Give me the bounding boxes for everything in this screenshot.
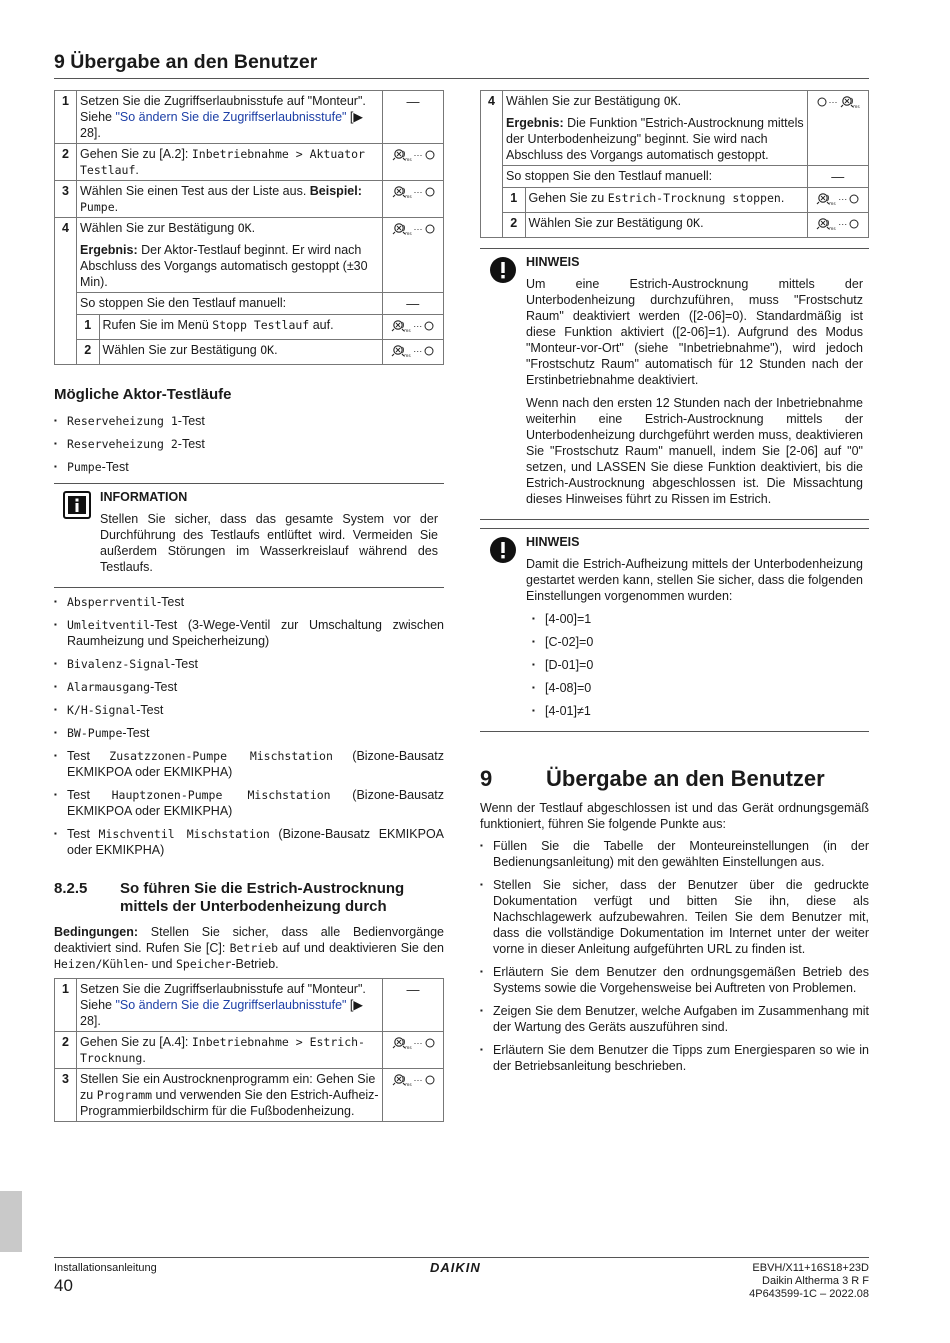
notice-box-settings xyxy=(480,528,869,732)
step-icon-cell xyxy=(382,293,443,315)
list-item: ▪ Stellen Sie sicher, dass der Benutzer über die gedruckte Dokumentation verfügt und bitten Sie ihn, diese als Nachschlagewerk aufzubewahren. Teilen Sie dem Benutzer mit, dass die vollständige Dokumentation im Internet unter der weiter vorne in dieser Anleitung aufgeführten URL zu finden ist. xyxy=(480,877,869,957)
access-level-link[interactable]: "So ändern Sie die Zugriffserlaubnisstufe" xyxy=(115,110,347,124)
dash-icon: — xyxy=(406,982,420,997)
footer-model: EBVH/X11+16S18+23D xyxy=(752,1262,869,1274)
controller-dial-icon xyxy=(392,148,412,162)
exclamation-icon xyxy=(489,256,517,284)
table-row xyxy=(55,218,444,293)
list-item: ▪ [D-01]=0 xyxy=(532,657,863,673)
table-row xyxy=(55,1032,444,1069)
substep-number: 1 xyxy=(77,315,99,340)
subsection-number: 8.2.5 xyxy=(54,880,88,897)
list-item: ▪ Test Hauptzonen-Pumpe Mischstation (Bizone-Bausatz EKMIKPOA oder EKMIKPHA) xyxy=(54,787,444,819)
stop-subtable-cell xyxy=(503,166,869,238)
controller-dial-icon xyxy=(392,1073,412,1087)
table-row xyxy=(55,979,444,1032)
controller-dial-icon xyxy=(391,344,411,358)
steps-table-screed-continued xyxy=(480,90,869,238)
confirm-circle-icon xyxy=(817,97,827,107)
confirm-circle-icon xyxy=(849,194,859,204)
controller-dial-icon xyxy=(816,217,836,231)
stop-subtable xyxy=(503,166,868,237)
chapter-tab-marker xyxy=(0,1191,22,1252)
list-item: ▪ BW-Pumpe-Test xyxy=(54,725,444,741)
actuator-test-list-2 xyxy=(54,594,444,858)
controller-dial-icon xyxy=(392,185,412,199)
step-text: Gehen Sie zu [A.2]: Inbetriebnahme > Aktuator Testlauf. xyxy=(77,144,383,181)
step-number: 3 xyxy=(55,181,77,218)
information-title: INFORMATION xyxy=(100,490,188,504)
confirm-circle-icon xyxy=(849,219,859,229)
step-icon-cell xyxy=(383,979,444,1032)
substep-text: Wählen Sie zur Bestätigung OK. xyxy=(525,213,807,238)
step-icon-cell xyxy=(383,91,444,144)
substep-text: Rufen Sie im Menü Stopp Testlauf auf. xyxy=(99,315,382,340)
confirm-circle-icon xyxy=(425,187,435,197)
table-row xyxy=(55,91,444,144)
step-number: 1 xyxy=(55,979,77,1032)
daikin-logo: DAIKIN xyxy=(430,1260,481,1275)
page-number: 40 xyxy=(54,1276,73,1295)
chapter-number: 9 xyxy=(480,766,493,791)
list-item: ▪ K/H-Signal-Test xyxy=(54,702,444,718)
step-text: Setzen Sie die Zugriffserlaubnisstufe auf "Monteur". Siehe "So ändern Sie die Zugriffserlaubnisstufe" [▶ 28]. xyxy=(77,979,383,1032)
substep-number: 1 xyxy=(503,188,525,213)
controller-dial-icon xyxy=(840,95,860,109)
confirm-circle-icon xyxy=(424,321,434,331)
list-item: ▪ [4-08]=0 xyxy=(532,680,863,696)
list-item: ▪ Pumpe-Test xyxy=(54,459,444,475)
settings-list xyxy=(532,611,863,719)
left-column xyxy=(54,90,444,1122)
stop-subtable xyxy=(77,293,443,364)
section-title: Mögliche Aktor-Testläufe xyxy=(54,386,232,403)
steps-table-actuator xyxy=(54,90,444,365)
list-item: ▪ Füllen Sie die Tabelle der Monteureinstellungen (in der Bedienungsanleitung) mit den gewählten Einstellungen aus. xyxy=(480,838,869,870)
subsection-heading xyxy=(54,880,444,916)
list-item: ▪ [4-01]≠1 xyxy=(532,703,863,719)
step-text: Wählen Sie zur Bestätigung OK. Ergebnis: Die Funktion "Estrich-Austrocknung mittels der Unterbodenheizung" beginnt. Sie wird nach Abschluss des Vorgangs automatisch gestoppt. xyxy=(503,91,808,166)
substep-number: 2 xyxy=(77,340,99,365)
exclamation-icon xyxy=(489,536,517,564)
footer-product: Daikin Altherma 3 R F xyxy=(762,1275,869,1287)
conditions-text: Bedingungen: Stellen Sie sicher, dass alle Bedienvorgänge deaktiviert sind. Rufen Sie [C]: Betrieb auf und deaktivieren Sie den Heizen/Kühlen- und Speicher-Betrieb. xyxy=(54,925,444,971)
controller-dial-icon xyxy=(392,222,412,236)
information-box xyxy=(54,483,444,588)
step-number: 1 xyxy=(55,91,77,144)
notice-paragraph: Um eine Estrich-Austrocknung mittels der Unterbodenheizung durchzuführen, muss "Frostschutz Raum" deaktiviert werden ([2-06]=0). Standardmäßig ist diese Funktion aktiviert ([2-06]=1). Aufgrund des Modus "Monteur-vor-Ort" (siehe "Inbetriebnahme"), wird jedoch "Frostschutz Raum" automatisch für 12 Stunden nach der Erstinbetriebnahme deaktiviert. xyxy=(526,277,863,387)
dash-icon: — xyxy=(831,169,845,184)
actuator-test-list xyxy=(54,413,444,475)
dash-icon: — xyxy=(406,94,420,109)
step-icon-cell: ··· xyxy=(807,213,868,238)
step-icon-cell: ··· xyxy=(383,181,444,218)
access-level-link[interactable]: "So ändern Sie die Zugriffserlaubnisstufe" xyxy=(115,998,347,1012)
list-item: ▪ Absperrventil-Test xyxy=(54,594,444,610)
page-header xyxy=(54,50,869,79)
confirm-circle-icon xyxy=(425,150,435,160)
substep-text: Wählen Sie zur Bestätigung OK. xyxy=(99,340,382,365)
list-item: ▪ Erläutern Sie dem Benutzer den ordnungsgemäßen Betrieb des Systems sowie die Vorgehensweise bei Auftreten von Problemen. xyxy=(480,964,869,996)
list-item: ▪ Test Mischventil Mischstation (Bizone-Bausatz EKMIKPOA oder EKMIKPHA) xyxy=(54,826,444,858)
chapter-heading xyxy=(480,766,869,792)
confirm-circle-icon xyxy=(425,1038,435,1048)
list-item: ▪ Reserveheizung 2-Test xyxy=(54,436,444,452)
step-icon-cell: ··· xyxy=(808,91,869,166)
footer-doc-type: Installationsanleitung xyxy=(54,1262,157,1274)
step-text: Wählen Sie einen Test aus der Liste aus. Beispiel: Pumpe. xyxy=(77,181,383,218)
table-row xyxy=(481,166,869,238)
substep-number: 2 xyxy=(503,213,525,238)
confirm-circle-icon xyxy=(425,224,435,234)
notice-title: HINWEIS xyxy=(526,255,580,269)
notice-paragraph: Wenn nach den ersten 12 Stunden nach der Inbetriebnahme weiterhin eine Estrich-Austrocknung mittels der Unterbodenheizung durchgeführt werden muss, deaktivieren Sie "Frostschutz Raum" manuell, indem Sie [2-06] auf "0" setzen, und LASSEN Sie diese Funktion deaktiviert, bis die Estrich-Austrocknung abgeschlossen ist. Die Missachtung dieses Hinweises führt zu Rissen im Estrich. xyxy=(526,396,863,506)
information-text: Stellen Sie sicher, dass das gesamte System vor der Durchführung des Testlaufs entlüftet wird. Vermeiden Sie außerdem Störungen im Wasserkreislauf während des Testlaufs. xyxy=(100,512,438,574)
right-column xyxy=(480,90,869,1081)
footer-doc-code: 4P643599-1C – 2022.08 xyxy=(749,1288,869,1300)
step-number: 4 xyxy=(55,218,77,365)
list-item: ▪ Zeigen Sie dem Benutzer, welche Aufgaben im Zusammenhang mit der Wartung des Geräts auszuführen sind. xyxy=(480,1003,869,1035)
step-text: Gehen Sie zu [A.4]: Inbetriebnahme > Estrich-Trocknung. xyxy=(77,1032,383,1069)
step-number: 2 xyxy=(55,1032,77,1069)
chapter-intro: Wenn der Testlauf abgeschlossen ist und das Gerät ordnungsgemäß funktioniert, führen Sie folgende Punkte aus: xyxy=(480,801,869,831)
stop-instruction: So stoppen Sie den Testlauf manuell: xyxy=(80,296,287,310)
list-item: ▪ [4-00]=1 xyxy=(532,611,863,627)
step-text: Stellen Sie ein Austrocknenprogramm ein: Gehen Sie zu Programm und verwenden Sie den Estrich-Aufheiz-Programmierbildschirm für die Fußbodenheizung. xyxy=(77,1069,383,1122)
step-result: Ergebnis: Die Funktion "Estrich-Austrocknung mittels der Unterbodenheizung" beginnt. Sie wird nach Abschluss des Vorgangs automatisch gestoppt. xyxy=(506,116,804,162)
controller-dial-icon xyxy=(392,1036,412,1050)
step-number: 2 xyxy=(55,144,77,181)
step-text: Setzen Sie die Zugriffserlaubnisstufe auf "Monteur". Siehe "So ändern Sie die Zugriffserlaubnisstufe" [▶ 28]. xyxy=(77,91,383,144)
step-icon-cell: ··· xyxy=(382,340,443,365)
page-title: 9 Übergabe an den Benutzer xyxy=(54,51,318,73)
table-row xyxy=(55,181,444,218)
handover-list xyxy=(480,838,869,1074)
step-result: Ergebnis: Der Aktor-Testlauf beginnt. Er wird nach Abschluss des Vorgangs automatisch gestoppt (±30 Min). xyxy=(80,243,368,289)
step-icon-cell: ··· xyxy=(807,188,868,213)
table-row xyxy=(55,144,444,181)
information-icon xyxy=(63,491,91,519)
step-icon-cell: ··· xyxy=(383,218,444,293)
controller-dial-icon xyxy=(816,192,836,206)
page-footer xyxy=(54,1257,869,1300)
footer-doc-info xyxy=(749,1262,869,1301)
table-row xyxy=(55,1069,444,1122)
list-item: ▪ Erläutern Sie dem Benutzer die Tipps zum Energiesparen so wie in der Betriebsanleitung beschrieben. xyxy=(480,1042,869,1074)
step-number: 4 xyxy=(481,91,503,238)
notice-box-frost-protection xyxy=(480,248,869,520)
list-item: ▪ Alarmausgang-Test xyxy=(54,679,444,695)
steps-table-screed xyxy=(54,978,444,1122)
list-item: ▪ Test Zusatzzonen-Pumpe Mischstation (Bizone-Bausatz EKMIKPOA oder EKMIKPHA) xyxy=(54,748,444,780)
table-row xyxy=(481,91,869,166)
step-text: Wählen Sie zur Bestätigung OK. Ergebnis: Der Aktor-Testlauf beginnt. Er wird nach Abschluss des Vorgangs automatisch gestoppt (±30 Min). xyxy=(77,218,383,293)
step-icon-cell: ··· xyxy=(383,1069,444,1122)
notice-title: HINWEIS xyxy=(526,535,580,549)
step-icon-cell: ··· xyxy=(383,144,444,181)
substep-text: Gehen Sie zu Estrich-Trocknung stoppen. xyxy=(525,188,807,213)
step-icon-cell: ··· xyxy=(382,315,443,340)
table-row xyxy=(55,293,444,365)
subsection-title: So führen Sie die Estrich-Austrocknung mittels der Unterbodenheizung durch xyxy=(120,880,405,915)
step-number: 3 xyxy=(55,1069,77,1122)
stop-instruction: So stoppen Sie den Testlauf manuell: xyxy=(506,169,713,183)
list-item: ▪ [C-02]=0 xyxy=(532,634,863,650)
list-item: ▪ Bivalenz-Signal-Test xyxy=(54,656,444,672)
step-icon-cell xyxy=(807,166,868,188)
confirm-circle-icon xyxy=(425,1075,435,1085)
chapter-title: Übergabe an den Benutzer xyxy=(546,766,825,791)
list-item: ▪ Umleitventil-Test (3-Wege-Ventil zur Umschaltung zwischen Raumheizung und Speicherheizung) xyxy=(54,617,444,649)
step-icon-cell: ··· xyxy=(383,1032,444,1069)
list-item: ▪ Reserveheizung 1-Test xyxy=(54,413,444,429)
dash-icon: — xyxy=(406,296,420,311)
notice-paragraph: Damit die Estrich-Aufheizung mittels der Unterbodenheizung gestartet werden kann, stellen Sie sicher, dass die folgenden Einstellungen vorgenommen wurden: xyxy=(526,557,863,603)
controller-dial-icon xyxy=(391,319,411,333)
confirm-circle-icon xyxy=(424,346,434,356)
stop-subtable-cell xyxy=(77,293,444,365)
